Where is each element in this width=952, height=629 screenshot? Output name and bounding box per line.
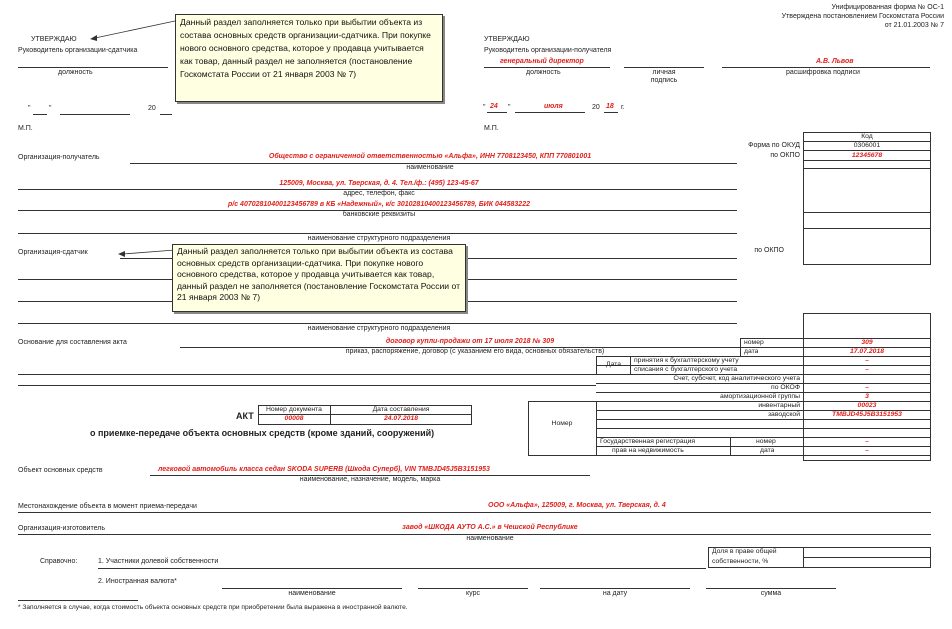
currency-sum-line: [706, 588, 836, 589]
right-stamp: М.П.: [484, 125, 499, 132]
receiver-label: Организация-получатель: [18, 154, 100, 161]
okof-label: по ОКОФ: [771, 384, 800, 391]
left-stamp: М.П.: [18, 125, 33, 132]
okpo-value: 12345678: [851, 152, 883, 159]
approve-right-subtitle: Руководитель организации-получателя: [484, 47, 612, 54]
receiver-unit-line: [18, 233, 737, 234]
location-label: Местонахождение объекта в момент приема-передачи: [18, 503, 197, 510]
left-date-quote-close: ": [49, 105, 52, 112]
factory-label: заводской: [767, 411, 800, 418]
act-doc-num-label: Номер документа: [266, 406, 322, 413]
okpo-label: по ОКПО: [770, 152, 800, 159]
approve-left-title: УТВЕРЖДАЮ: [31, 36, 77, 43]
code-header: Код: [861, 133, 873, 140]
right-position-value: генеральный директор: [500, 58, 584, 65]
act-doc-date-label: Дата составления: [372, 406, 430, 413]
okpo2-label: по ОКПО: [754, 247, 784, 254]
right-signature-line: [624, 67, 704, 68]
approved-date-line: от 21.01.2003 № 7: [884, 22, 944, 29]
accept-value: –: [865, 357, 869, 364]
note2-arrow-head: [118, 251, 125, 257]
inv-label: инвентарный: [758, 402, 800, 409]
inv-value: 00023: [857, 402, 877, 409]
share-label-2: собственности, %: [712, 558, 769, 565]
basis-extra-line-1: [18, 374, 596, 375]
reg-date-value: –: [865, 447, 869, 454]
right-year-line: [604, 112, 618, 113]
basis-date-label: дата: [744, 348, 759, 355]
currency-name-caption: наименование: [288, 590, 336, 597]
reference-item1: 1. Участники долевой собственности: [98, 558, 219, 565]
maker-label: Организация-изготовитель: [18, 525, 105, 532]
right-name-value: А.В. Львов: [816, 58, 854, 65]
currency-name-line: [222, 588, 402, 589]
receiver-address-caption: адрес, телефон, факс: [343, 190, 415, 197]
note1-arrow-head: [90, 35, 97, 41]
giver-unit-caption: наименование структурного подразделения: [307, 325, 451, 332]
location-value: ООО «Альфа», 125009, г. Москва, ул. Тверская, д. 4: [488, 502, 666, 509]
footnote-line: [18, 600, 138, 601]
left-year-prefix: 20: [148, 105, 156, 112]
footnote: * Заполняется в случае, когда стоимость объекта основных средств при приобретении была выражена в иностранной валюте.: [18, 604, 408, 611]
reg-label-2: прав на недвижимость: [612, 447, 684, 454]
number-label: Номер: [551, 420, 573, 427]
object-label: Объект основных средств: [18, 467, 103, 474]
okud-value: 0306001: [853, 142, 881, 149]
left-position-caption: должность: [58, 69, 93, 76]
act-title: о приемке-передаче объекта основных средств (кроме зданий, сооружений): [90, 428, 435, 438]
left-year-line: [160, 114, 172, 115]
right-signature-caption: личная подпись: [650, 69, 678, 85]
right-day-value: 24: [490, 103, 498, 110]
right-name-caption: расшифровка подписи: [786, 69, 860, 76]
currency-sum-caption: сумма: [760, 590, 782, 597]
note-callout-1: Данный раздел заполняется только при выбытии объекта из состава основных средств организации-сдатчика. При покупке нового основного средства, которое у продавца учитывается как товар, данный раздел не заполняется (постановление Госкомстата России от 21 января 2003 № 7): [175, 14, 443, 102]
approve-right-title: УТВЕРЖДАЮ: [484, 36, 530, 43]
act-label: АКТ: [236, 411, 254, 421]
right-month-value: июля: [544, 103, 563, 110]
right-day-line: [487, 112, 507, 113]
amort-value: 3: [865, 393, 869, 400]
basis-number-value: 309: [861, 339, 873, 346]
currency-rate-caption: курс: [466, 590, 480, 597]
accounting-date-label: Дата: [606, 361, 622, 368]
receiver-bank-caption: банковские реквизиты: [342, 211, 416, 218]
act-doc-date-value: 24.07.2018: [383, 415, 419, 422]
act-doc-num-value: 00008: [284, 415, 304, 422]
left-day-line: [33, 114, 47, 115]
reg-number-label: номер: [756, 438, 776, 445]
okof-value: –: [865, 384, 869, 391]
note-callout-2: Данный раздел заполняется только при выбытии объекта из состава основных средств организации-сдатчика. При покупке нового основного средства, которое у продавца учитывается как товар, данный раздел не заполняется (постановление Госкомстата России от 21 января 2003 № 7): [172, 244, 466, 312]
right-year-suffix: г.: [621, 104, 625, 111]
approve-left-subtitle: Руководитель организации-сдатчика: [18, 47, 138, 54]
approved-by-line: Утверждена постановлением Госкомстата России: [781, 13, 944, 20]
object-caption: наименование, назначение, модель, марка: [299, 476, 441, 483]
giver-line-4: [18, 323, 737, 324]
note1-arrow-line: [95, 21, 175, 38]
right-year-value: 18: [606, 103, 614, 110]
accept-label: принятия к бухгалтерскому учету: [634, 357, 739, 364]
right-name-line: [722, 67, 930, 68]
writeoff-label: списания с бухгалтерского учета: [634, 366, 738, 373]
factory-value: TMBJD45J5B3151953: [832, 411, 902, 418]
reg-number-value: –: [865, 438, 869, 445]
right-month-line: [515, 112, 585, 113]
maker-caption: наименование: [466, 535, 514, 542]
basis-value: договор купли-продажи от 17 июля 2018 № 309: [385, 338, 555, 345]
currency-rate-line: [418, 588, 528, 589]
receiver-unit-caption: наименование структурного подразделения: [307, 235, 451, 242]
giver-label: Организация-сдатчик: [18, 249, 88, 256]
object-value: легковой автомобиль класса седан SKODA SUPERB (Шкода Суперб), VIN TMBJD45J5B3151953: [158, 466, 490, 473]
note2-arrow-line: [123, 250, 175, 254]
okud-label: Форма по ОКУД: [748, 142, 800, 149]
reg-label-1: Государственная регистрация: [600, 438, 696, 445]
form-code-line: Унифицированная форма № ОС-1: [831, 4, 944, 11]
basis-number-label: номер: [744, 339, 764, 346]
basis-label: Основание для составления акта: [18, 339, 127, 346]
currency-date-caption: на дату: [602, 590, 628, 597]
currency-date-line: [540, 588, 690, 589]
account-label: Счет, субсчет, код аналитического учета: [673, 375, 800, 382]
reference-item2: 2. Иностранная валюта*: [98, 578, 177, 585]
basis-date-value: 17.07.2018: [849, 348, 885, 355]
right-position-caption: должность: [526, 69, 561, 76]
receiver-bank: р/с 40702810400123456789 в КБ «Надежный», к/с 30102810400123456789, БИК 044583222: [228, 201, 530, 208]
right-year-prefix: 20: [592, 104, 600, 111]
basis-caption: приказ, распоряжение, договор (с указанием его вида, основных обязательств): [345, 348, 605, 355]
left-position-line: [18, 67, 168, 68]
writeoff-value: –: [865, 366, 869, 373]
maker-value: завод «ШКОДА АУТО А.С.» в Чешской Республике: [402, 524, 578, 531]
reg-date-label: дата: [760, 447, 775, 454]
receiver-address: 125009, Москва, ул. Тверская, д. 4. Тел./ф.: (495) 123-45-67: [279, 180, 479, 187]
location-line: [18, 512, 931, 513]
reference-label: Справочно:: [40, 558, 78, 565]
right-position-line: [484, 67, 610, 68]
left-month-line: [60, 114, 130, 115]
share-label-1: Доля в праве общей: [712, 548, 777, 555]
reference-item1-line: [98, 568, 706, 569]
basis-extra-line-2: [18, 385, 596, 386]
left-date-quote-open: ": [28, 105, 31, 112]
receiver-name-caption: наименование: [406, 164, 454, 171]
amort-label: амортизационной группы: [720, 393, 800, 400]
receiver-value: Общество с ограниченной ответственностью «Альфа», ИНН 7708123450, КПП 770801001: [268, 153, 592, 160]
